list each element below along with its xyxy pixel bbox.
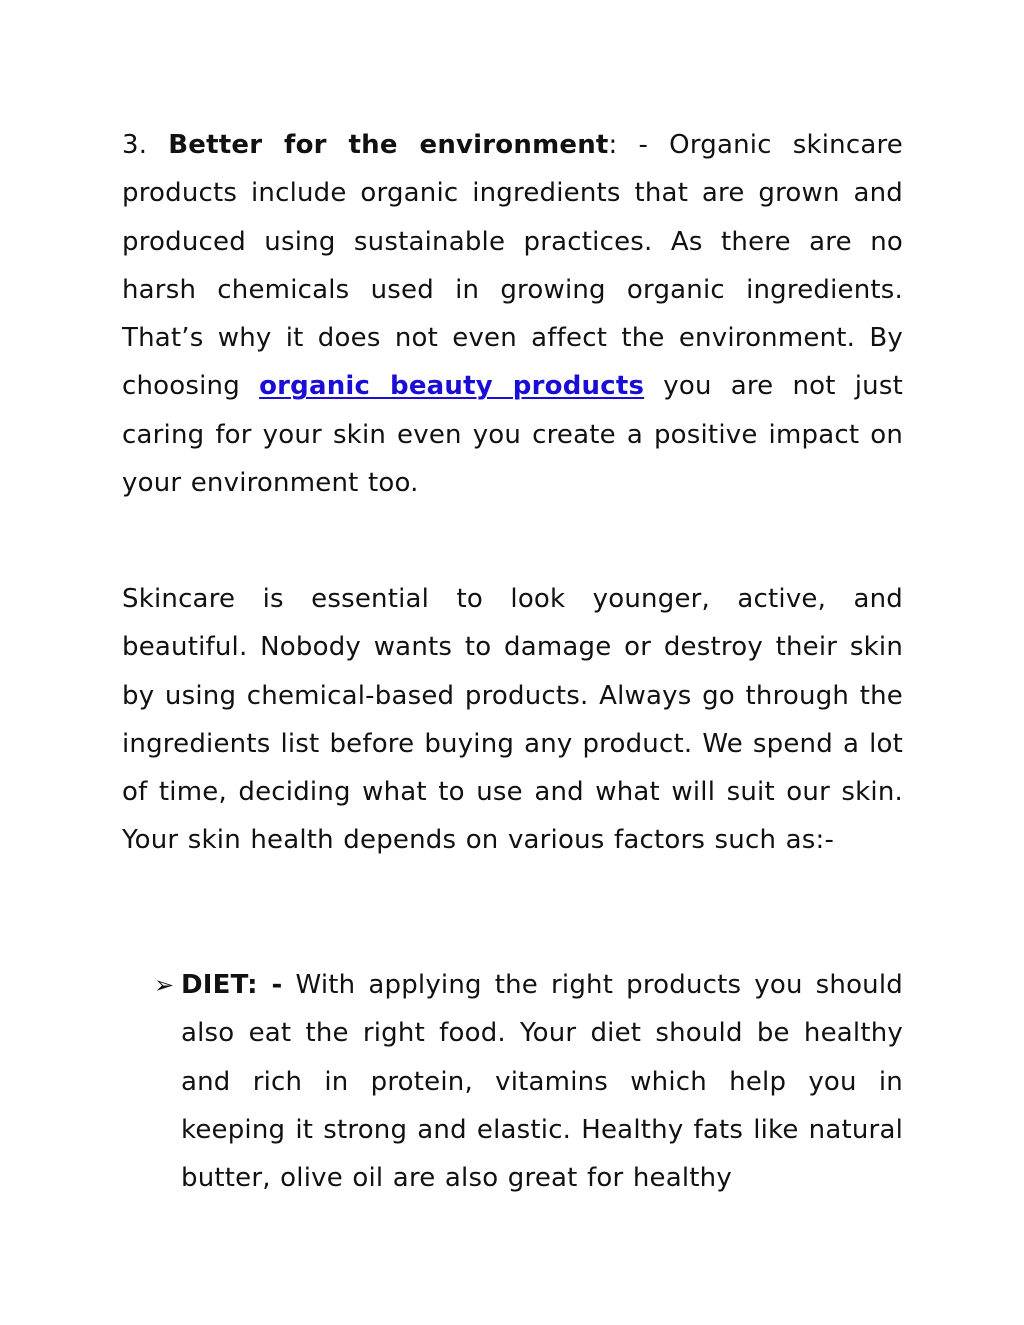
bullet-paragraph [181, 961, 903, 1202]
skincare-paragraph: Skincare is essential to look younger, active, and beautiful. Nobody wants to damage or destroy their skin by using chemical-based products. Always go through the ingredients list before buying any product. We spend a lot of time, deciding what to use and what will suit our skin. Your skin health depends on various factors such as:- [122, 584, 903, 856]
organic-beauty-products-link[interactable]: organic beauty products [259, 371, 645, 402]
bullet-text: With applying the right products you should also eat the right food. Your diet should be healthy and rich in protein, vitamins which help you in keeping it strong and elastic. Healthy fats like natural butter, olive oil are also great for healthy [181, 970, 903, 1194]
section-body-after-link: you are not just caring for your skin even you create a positive impact on your environment too. [122, 371, 904, 499]
section-heading: Better for the environment [168, 130, 609, 160]
section-body-before-link: : - Organic skincare products include organic ingredients that are grown and produced using sustainable practices. As there are no harsh chemicals used in growing organic ingredients. That’s why it does not even affect the environment. By choosing [122, 130, 903, 402]
bullet-label: DIET: - [181, 970, 283, 1000]
environment-paragraph [122, 121, 903, 507]
arrow-bullet-icon: ➢ [154, 971, 175, 999]
section-number: 3. [122, 130, 148, 160]
